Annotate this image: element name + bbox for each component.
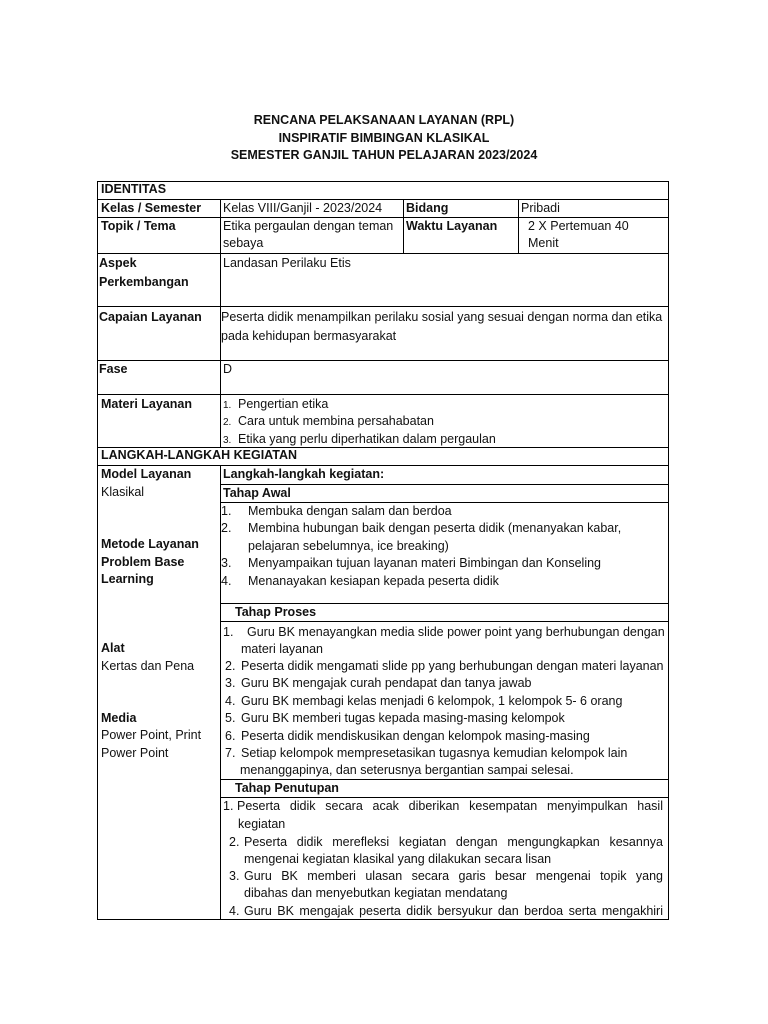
waktu-label: Waktu Layanan: [406, 219, 498, 233]
list-item: 2. Cara untuk membina persahabatan: [223, 414, 434, 428]
col-divider: [518, 199, 519, 253]
capaian-value-2: pada kehidupan bermasyarakat: [221, 329, 397, 343]
list-item: 3. Guru BK memberi ulasan secara garis besar mengenai topik yang: [229, 869, 663, 883]
list-item: 2. Peserta didik merefleksi kegiatan dengan mengungkapkan kesannya: [229, 835, 663, 849]
waktu-value-2: Menit: [528, 236, 559, 250]
list-item: 6. Peserta didik mendiskusikan dengan kelompok masing-masing: [225, 729, 590, 743]
tahap-penutupan-heading: Tahap Penutupan: [235, 781, 339, 795]
list-item: 2. Peserta didik mengamati slide pp yang berhubungan dengan materi layanan: [225, 659, 664, 673]
title-line-3: SEMESTER GANJIL TAHUN PELAJARAN 2023/2024: [230, 148, 538, 162]
metode-label-1: Metode Layanan: [101, 537, 199, 551]
metode-label-3: Learning: [101, 572, 154, 586]
aspek-label-2: Perkembangan: [99, 275, 189, 289]
capaian-label: Capaian Layanan: [99, 310, 202, 324]
media-value-2: Power Point: [101, 746, 169, 760]
alat-label: Alat: [101, 641, 125, 655]
langkah-heading: LANGKAH-LANGKAH KEGIATAN: [101, 448, 298, 462]
topik-value-2: sebaya: [223, 236, 264, 250]
list-item: 3. Guru BK mengajak curah pendapat dan tanya jawab: [225, 676, 532, 690]
list-item: 1. Guru BK menayangkan media slide power point yang berhubungan dengan: [223, 625, 665, 639]
model-label: Model Layanan: [101, 467, 192, 481]
list-item-continuation: menanggapinya, dan seterusnya bergantian sampai selesai.: [240, 763, 574, 777]
aspek-value: Landasan Perilaku Etis: [223, 256, 351, 270]
list-item-continuation: materi layanan: [241, 642, 323, 656]
list-item: 1. Pengertian etika: [223, 397, 329, 411]
list-item: 4. Guru BK mengajak peserta didik bersyukur dan berdoa serta mengakhiri: [229, 904, 663, 918]
list-item: 1. Membuka dengan salam dan berdoa: [221, 504, 452, 518]
waktu-value-1: 2 X Pertemuan 40: [528, 219, 629, 233]
col-divider: [403, 199, 404, 253]
kegiatan-heading: Langkah-langkah kegiatan:: [223, 467, 385, 481]
capaian-value-1: Peserta didik menampilkan perilaku sosial yang sesuai dengan norma dan etika: [221, 310, 663, 324]
identitas-heading: IDENTITAS: [101, 182, 167, 196]
page-title: [0, 112, 768, 165]
row-divider: [97, 253, 669, 254]
topik-label: Topik / Tema: [101, 219, 176, 233]
list-item-continuation: kegiatan: [238, 817, 286, 831]
list-item-continuation: dibahas dan menyebutkan kegiatan mendatang: [244, 886, 508, 900]
aspek-label-1: Aspek: [99, 256, 137, 270]
list-item: 2. Membina hubungan baik dengan peserta didik (menanyakan kabar,: [221, 521, 622, 535]
fase-label: Fase: [99, 362, 128, 376]
row-divider: [97, 306, 669, 307]
model-value: Klasikal: [101, 485, 145, 499]
media-label: Media: [101, 711, 137, 725]
media-value-1: Power Point, Print: [101, 728, 202, 742]
bidang-label: Bidang: [406, 201, 449, 215]
row-divider: [97, 394, 669, 395]
list-item: 1. Peserta didik secara acak diberikan kesempatan menyimpulkan hasil: [223, 799, 663, 813]
list-item: 7. Setiap kelompok mempresetasikan tugasnya kemudian kelompok lain: [225, 746, 628, 760]
list-item: 4. Guru BK membagi kelas menjadi 6 kelompok, 1 kelompok 5- 6 orang: [225, 694, 623, 708]
fase-value: D: [223, 362, 233, 376]
topik-value-1: Etika pergaulan dengan teman: [223, 219, 394, 233]
list-item-continuation: mengenai kegiatan klasikal yang dilakukan secara lisan: [244, 852, 552, 866]
kelas-label: Kelas / Semester: [101, 201, 202, 215]
title-line-2: INSPIRATIF BIMBINGAN KLASIKAL: [278, 130, 490, 145]
tahap-awal-heading: Tahap Awal: [223, 486, 291, 500]
list-item: 3. Menyampaikan tujuan layanan materi Bimbingan dan Konseling: [221, 556, 601, 570]
list-item: 5. Guru BK memberi tugas kepada masing-masing kelompok: [225, 711, 565, 725]
materi-label: Materi Layanan: [101, 397, 193, 411]
list-item: 3. Etika yang perlu diperhatikan dalam pergaulan: [223, 432, 496, 446]
list-item: 4. Menanayakan kesiapan kepada peserta didik: [221, 574, 499, 588]
bidang-value: Pribadi: [521, 201, 560, 215]
row-divider: [97, 360, 669, 361]
tahap-proses-heading: Tahap Proses: [235, 605, 317, 619]
metode-label-2: Problem Base: [101, 555, 185, 569]
list-item-continuation: pelajaran sebelumnya, ice breaking): [248, 539, 449, 553]
title-line-1: RENCANA PELAKSANAAN LAYANAN (RPL): [253, 113, 515, 127]
kelas-value: Kelas VIII/Ganjil - 2023/2024: [223, 201, 383, 215]
alat-value: Kertas dan Pena: [101, 659, 195, 673]
